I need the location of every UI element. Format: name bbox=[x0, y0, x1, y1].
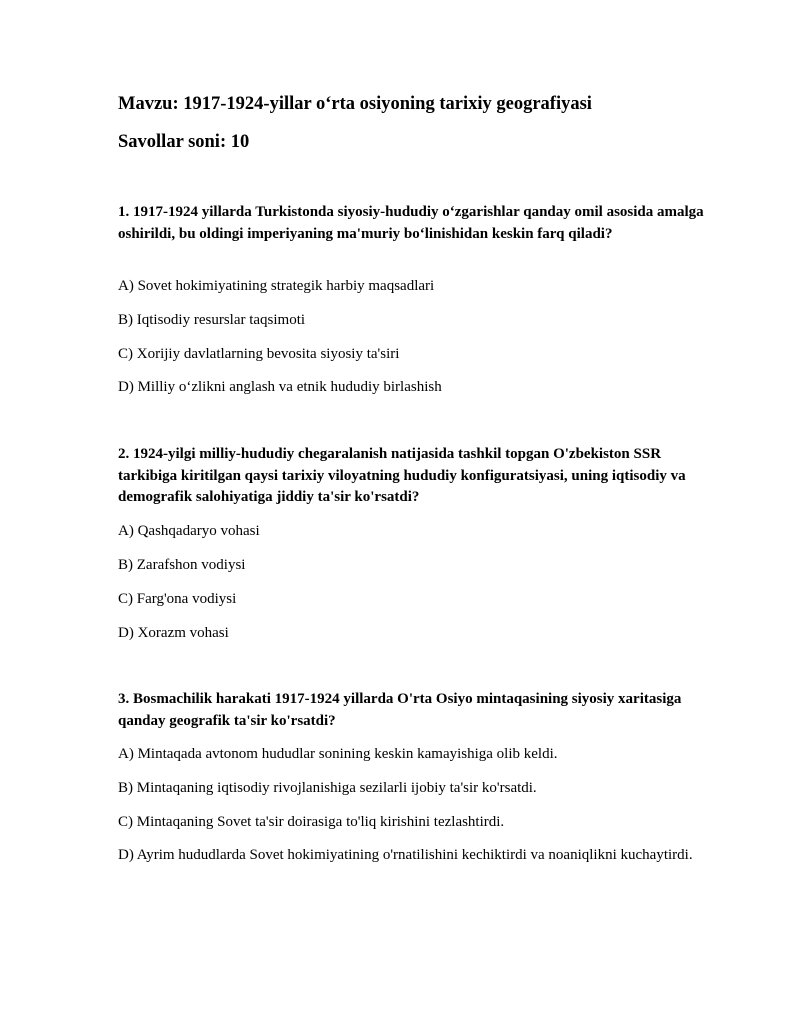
answer-option: A) Sovet hokimiyatining strategik harbiy maqsadlari bbox=[118, 278, 435, 294]
answer-option: B) Mintaqaning iqtisodiy rivojlanishiga sezilarli ijobiy ta'sir ko'rsatdi. bbox=[118, 780, 537, 796]
question-block bbox=[118, 202, 718, 395]
question-block bbox=[118, 444, 718, 641]
answer-option: B) Zarafshon vodiysi bbox=[118, 557, 246, 573]
answer-option: D) Milliy o‘zlikni anglash va etnik hududiy birlashish bbox=[118, 379, 442, 395]
answer-option: C) Farg'ona vodiysi bbox=[118, 591, 237, 607]
answer-option: B) Iqtisodiy resurslar taqsimoti bbox=[118, 312, 306, 328]
document-title: Mavzu: 1917-1924-yillar o‘rta osiyoning tarixiy geografiyasi bbox=[118, 94, 592, 114]
answer-option: C) Xorijiy davlatlarning bevosita siyosiy ta'siri bbox=[118, 346, 400, 362]
answer-option: C) Mintaqaning Sovet ta'sir doirasiga to'liq kirishini tezlashtirdi. bbox=[118, 814, 505, 830]
question-text: 1. 1917-1924 yillarda Turkistonda siyosiy-hududiy o‘zgarishlar qanday omil asosida amalga oshirildi, bu oldingi imperiyaning ma'muriy bo‘linishidan keskin farq qiladi? bbox=[118, 204, 704, 242]
answer-option: A) Mintaqada avtonom hududlar sonining keskin kamayishiga olib keldi. bbox=[118, 746, 558, 762]
question-text: 2. 1924-yilgi milliy-hududiy chegaralanish natijasida tashkil topgan O'zbekiston SSR tarkibiga kiritilgan qaysi tarixiy viloyatning hududiy konfiguratsiyasi, uning iqtisodiy va demografik salohiyatiga jiddiy ta'sir ko'rsatdi? bbox=[118, 446, 686, 505]
answer-option: D) Ayrim hududlarda Sovet hokimiyatining o'rnatilishini kechiktirdi va noaniqlikni kuchaytirdi. bbox=[118, 847, 693, 863]
question-count: Savollar soni: 10 bbox=[118, 132, 250, 152]
question-text: 3. Bosmachilik harakati 1917-1924 yillarda O'rta Osiyo mintaqasining siyosiy xaritasiga qanday geografik ta'sir ko'rsatdi? bbox=[118, 691, 682, 729]
answer-option: A) Qashqadaryo vohasi bbox=[118, 523, 260, 539]
answer-option: D) Xorazm vohasi bbox=[118, 625, 229, 641]
question-block bbox=[118, 689, 718, 863]
